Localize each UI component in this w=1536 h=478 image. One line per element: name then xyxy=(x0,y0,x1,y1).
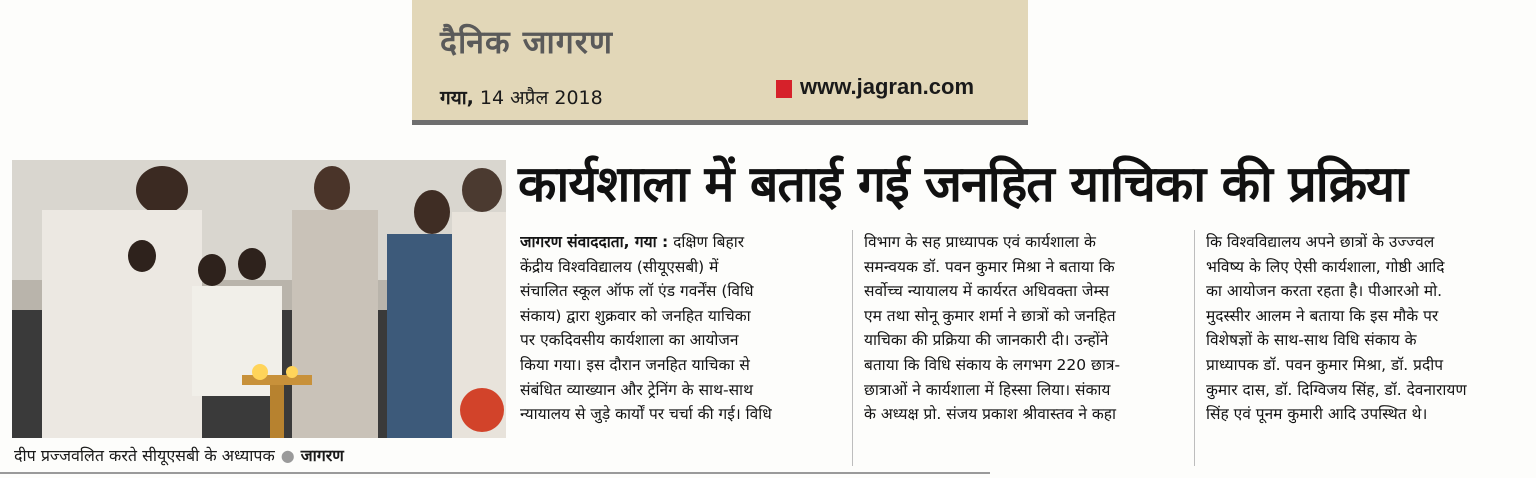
column-line-text: दक्षिण बिहार xyxy=(673,233,745,251)
column-line: संकाय) द्वारा शुक्रवार को जनहित याचिका xyxy=(520,306,751,325)
website-link[interactable]: www.jagran.com xyxy=(800,74,975,99)
article-headline: कार्यशाला में बताई गई जनहित याचिका की प्रक्रिया xyxy=(518,155,1408,213)
column-line: का आयोजन करता रहता है। पीआरओ मो. xyxy=(1206,282,1443,301)
column-line: कुमार दास, डॉ. दिग्विजय सिंह, डॉ. देवनारायण xyxy=(1206,380,1467,399)
column-line: भविष्य के लिए ऐसी कार्यशाला, गोष्ठी आदि xyxy=(1206,257,1445,276)
column-line: संचालित स्कूल ऑफ लॉ एंड गवर्नेंस (विधि xyxy=(520,282,754,301)
column-line: किया गया। इस दौरान जनहित याचिका से xyxy=(520,355,750,374)
page-divider xyxy=(0,472,990,474)
column-line: न्यायालय से जुड़े कार्यों पर चर्चा की गई। विधि xyxy=(520,405,772,424)
column-line: एम तथा सोनू कुमार शर्मा ने छात्रों को जनहित xyxy=(864,306,1116,325)
photo-credit: जागरण xyxy=(300,446,344,465)
column-line: विभाग के सह प्राध्यापक एवं कार्यशाला के xyxy=(864,233,1096,251)
column-line: पर एकदिवसीय कार्यशाला का आयोजन xyxy=(520,331,739,350)
column-line: बताया कि विधि संकाय के लगभग 220 छात्र- xyxy=(864,355,1121,374)
column-line: समन्वयक डॉ. पवन कुमार मिश्रा ने बताया कि xyxy=(864,257,1115,276)
news-photo xyxy=(12,160,506,438)
photo-illustration xyxy=(12,160,506,438)
bullet-icon: ● xyxy=(280,446,295,465)
edition-date xyxy=(440,84,603,110)
photo-caption xyxy=(14,444,504,466)
column-divider xyxy=(1194,230,1195,466)
column-line: के अध्यक्ष प्रो. संजय प्रकाश श्रीवास्तव ने कहा xyxy=(864,405,1117,424)
column-line xyxy=(520,230,838,255)
column-line: छात्राओं ने कार्यशाला में हिस्सा लिया। संकाय xyxy=(864,380,1111,399)
caption-text: दीप प्रज्जवलित करते सीयूएसबी के अध्यापक xyxy=(14,446,275,465)
masthead xyxy=(412,0,1028,125)
column-line: कि विश्वविद्यालय अपने छात्रों के उज्ज्वल xyxy=(1206,233,1435,251)
article-column-1 xyxy=(520,230,838,427)
column-line: प्राध्यापक डॉ. पवन कुमार मिश्रा, डॉ. प्रदीप xyxy=(1206,355,1444,374)
column-line: मुदस्सीर आलम ने बताया कि इस मौके पर xyxy=(1206,306,1439,325)
jagran-logo-icon xyxy=(776,80,796,98)
issue-date: 14 अप्रैल 2018 xyxy=(479,87,603,109)
column-line: सर्वोच्च न्यायालय में कार्यरत अधिवक्ता जेम्स xyxy=(864,282,1110,301)
column-divider xyxy=(852,230,853,466)
column-line: संबंधित व्याख्यान और ट्रेनिंग के साथ-साथ xyxy=(520,380,753,399)
column-line: केंद्रीय विश्वविद्यालय (सीयूएसबी) में xyxy=(520,257,719,276)
article-column-3 xyxy=(1206,230,1524,427)
column-line: याचिका की प्रक्रिया की जानकारी दी। उन्होंने xyxy=(864,331,1109,350)
column-line: विशेषज्ञों के साथ-साथ विधि संकाय के xyxy=(1206,331,1417,350)
newspaper-name: दैनिक जागरण xyxy=(440,23,614,61)
article-byline: जागरण संवाददाता, गया : xyxy=(520,233,669,251)
column-line: सिंह एवं पूनम कुमारी आदि उपस्थित थे। xyxy=(1206,405,1428,424)
edition-city: गया, xyxy=(440,87,474,109)
article-column-2 xyxy=(864,230,1182,427)
